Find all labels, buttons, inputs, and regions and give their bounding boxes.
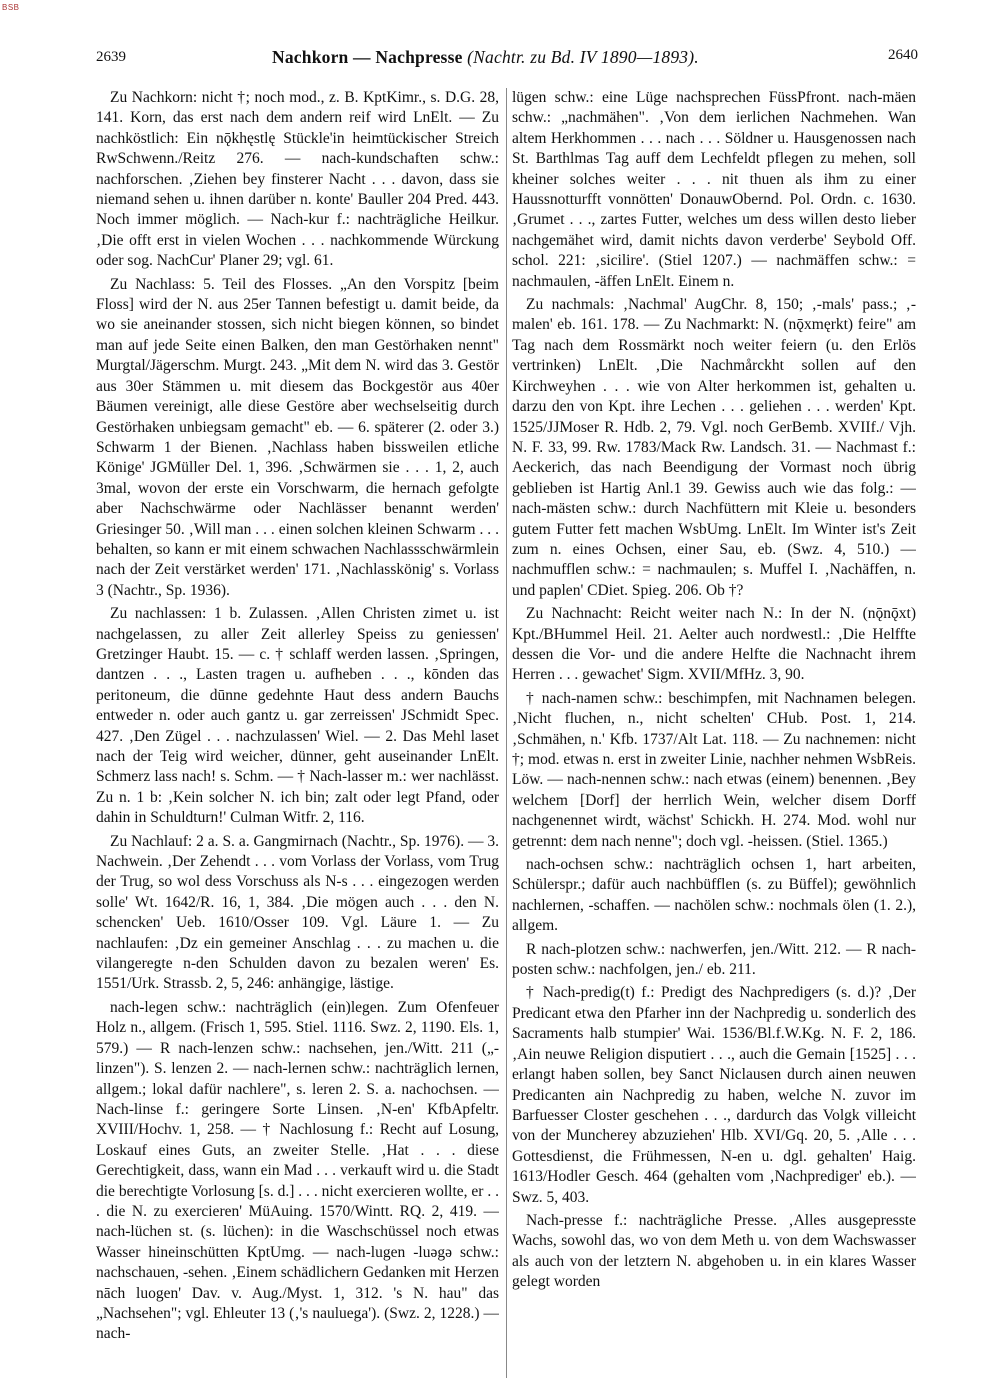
running-title [272,47,699,68]
entry-nachlegen: nach-legen schw.: nachträglich (ein)legen. Zum Ofenfeuer Holz n., allgem. (Frisch 1, 595. Stiel. 1116. Swz. 2, 1190. Els. 1, 579.) — R nach-lenzen schw.: nachsehen, jen./Witt. 211 („-linzen"). S. lenzen 2. — nach-lernen schw.: nachträglich lernen, allgem.; lokal dafür nachlere", s. leren 2. S. a. nachochsen. — Nach-linse f.: geringere Sorte Linsen. ‚N-en' KfbApfeltr. XVIII/Hochv. 1, 258. — † Nachlosung f.: Recht auf Losung, Loskauf eines Guts, an zweiter Stelle. ‚Hat . . . diese Gerechtigkeit, dass, wann ein Mad . . . verkauft wird u. die Stadt die berechtigte Vorlosung [s. d.] . . . nicht exercieren wollte, er . . . die N. zu exercieren' MüAuing. 1570/Wintt. RQ. 2, 419. — nach-lüchen st. (s. lüchen): in die Waschschüssel noch etwas Wasser hineinschütten KptUmg. — nach-lugen -luəgə schw.: nachschauen, -sehen. ‚Einem schädlichern Gedanken mit Herzen nāch luogen' Dav. v. Aug./Myst. 1, 312. 's N. hau" das „Nachsehen"; vgl. Ehleuter 13 (‚'s nauluega'). (Swz. 2, 1228.) — nach- [96,998,499,1343]
entry-nachkorn: Zu Nachkorn: nicht †; noch mod., z. B. KptKimr., s. D.G. 28, 141. Korn, das erst nach dem andern reif wird LnElt. — Zu nachköstlich: Ein nǭkhęstlę Stückle'in heimtückischer Streich RwSchwenn./Reitz 276. — nach-kundschaften schw.: nachforschen. ‚Ziehen bey finsterer Nacht . . . davon, dass sie niemand sehen u. ihnen darüber n. konte' Bauller 204 Pred. 443. Noch immer möglich. — Nach-kur f.: nachträgliche Heilkur. ‚Die offt erst in vielen Wochen . . . nachkommende Würckung oder sog. NachCur' Planer 29; vgl. 61. [96,89,499,270]
entry-nachmaen: lügen schw.: eine Lüge nachsprechen FüssPfront. nach-mäen schw.: „nachmähen". ‚Von dem ierlichen Nachmehen. Wan altem Herkhommen . . . nach . . . Söldner u. Hausgenossen nach St. Barthlmas Tag auff dem Lechfeldt pflegen zu mehen, soll kheiner solches weiter . . . nit thuen als ihm zu einer Haussnotturfft vonnötten' DonauwObernd. Pol. Ordn. c. 1630. ‚Grumet . . ., zartes Futter, welches um dess willen desto lieber nachgemähet wird, damit nichts davon verderbe' Seybold Off. schol. 221: ‚sicilire'. (Stiel 1207.) — nachmäffen schw.: = nachmaulen, -äffen LnElt. Einem n. [512,89,916,290]
entry-nachpredigt: † Nach-predig(t) f.: Predigt des Nachpredigers (s. d.)? ‚Der Predicant etwa den Pfarher inn der Nachpredig u. sonderlich des Sacraments halb stumpier' Wai. 1536/Bl.f.W.Kg. N. F. 2, 186. ‚Ain neuwe Religion disputiert . . ., auch die Gemain [1525] . . . erlangt haben sollen, bey Sanct Niclausen durch ainen neuwen Predicanten ain Nachpredig zu haben, welche N. zuvor im Barfuesser Closter geschehen . . ., dardurch das Volgk villeicht von der Muncherey abzuziehen' Hlb. XVI/Gq. 20, 5. ‚Alle . . . Gottesdienst, die Frühmessen, N-en u. dgl. gehalten' Haig. 1613/Hodler Gesch. 464 (gehalten vom ‚Nachprediger' eb.). — Swz. 5, 403. [512,984,916,1206]
entry-nachpresse: Nach-presse f.: nachträgliche Presse. ‚Alles ausgepresste Wachs, sowohl das, wo von dem Meth u. von dem Wachswasser als auch von der letztern N. abgehoben u. in ein klares Wasser gelegt worden [512,1211,916,1291]
entry-nachlassen: Zu nachlassen: 1 b. Zulassen. ‚Allen Christen zimet u. ist nachgelassen, zu aller Zeit allerley Speiss zu geniessen' Gretzinger Haubt. 15. — c. † schlaff werden lassen. ‚Springen, dantzen . . ., Lasten tragen u. aufheben . . ., kōnden das peritoneum, die dūnne gedehnte Haut dess andern Bauchs entweder n. oder auch gantz u. gar zerreissen' JSchmidt Spec. 427. ‚Den Zügel . . . nachzulassen' Wiel. — 2. Das Mehl laset nach der Teig wird weicher, dünner, geht auseinander LnElt. Schmerz lass nach! s. Schm. — † Nach-lasser m.: wer nachlässt. Zu n. 1 b: ‚Kein solcher N. ich bin; zalt oder legt Pfand, oder dahin in Schuldturn!' Culman Witfr. 2, 116. [96,605,499,827]
entry-nachlass: Zu Nachlass: 5. Teil des Flosses. „An den Vorspitz [beim Floss] wird der N. aus 25er Tannen befestigt u. damit beide, da wo sie aneinander stossen, sich nicht biegen können, so bindet man auf jede Seite einen Balken, den man Gestörhaken nennt" Murgtal/Jägerschm. Murgt. 243. „Mit dem N. wird das 3. Gestör aus 30er Stämmen u. mit diesem das Bockgestör aus 40er Bäumen vereinigt, alle diese Gestöre aber wechselseitig durch Gestörhaken unbiegsam gemacht" eb. — 6. späterer (2. oder 3.) Schwarm 1 der Bienen. ‚Nachlass haben bissweilen etliche Könige' JGMüller Del. 1, 396. ‚Schwärmen sie . . . 1, 2, auch 3mal, wovon der erste ein Vorschwarm, die hernach gefolgte aber Nachschwärme oder Nachlässer benannt werden' Griesinger 50. ‚Will man . . . einen solchen kleinen Schwarm . . . behalten, so kann er mit einem schwachen Nachlassschwärmlein nach der Zeit verstärket werden' 171. ‚Nachlasskönig' s. Vorlass 3 (Nachtr., Sp. 1936). [96,275,499,599]
column-right [512,88,916,1378]
running-title-main: Nachkorn — Nachpresse [272,47,463,67]
library-logo: BSB [2,3,20,12]
entry-nachlauf: Zu Nachlauf: 2 a. S. a. Gangmirnach (Nachtr., Sp. 1976). — 3. Nachwein. ‚Der Zehendt . . . vom Vorlass der Vorlass, vom Trug der Trug, so wol dess Vorschuss als N-s . . . eingezogen werden solle' Wt. 1642/R. 16, 1, 384. ‚Die mögen auch . . . den N. schencken' Ueb. 1610/Osser 109. Vgl. Läure 1. — Zu nachlaufen: ‚Dz ein gemeiner Anschlag . . . zu machen u. die vilangeregte n-den Schulden davon zu bezalen weren' Es. 1551/Urk. Strassb. 2, 5, 246: anhängige, lästige. [96,832,499,993]
entry-nachochsen: nach-ochsen schw.: nachträglich ochsen 1, hart arbeiten, Schülerspr.; dafür auch nachbüfflen (s. zu Büffel); gewöhnlich nachlernen, -schaffen. — nachölen schw.: nochmals ölen (1. 2.), allgem. [512,856,916,935]
entry-nachnacht: Zu Nachnacht: Reicht weiter nach N.: In der N. (nǭnǭxt) Kpt./BHummel Heil. 21. Aelter auch nordwestl.: ‚Die Helffte dessen die Vor- und die andere Helfte die Nachnacht ihrem Herren . . . gewachet' Sigm. XVII/MfHz. 3, 90. [512,605,916,684]
entry-nachmals: Zu nachmals: ‚Nachmal' AugChr. 8, 150; ‚-mals' pass.; ‚-malen' eb. 161. 178. — Zu Nachmarkt: N. (nǭxmęrkt) feire" am Tag nach dem Rossmärkt noch weiter feiern (u. den Erlös vertrinken) LnElt. ‚Die Nachmårckht sollen auf den Kirchweyhen . . . wie von Alter herkommen ist, gehalten u. darzu den von Kpt. ihre Lechen . . . geliehen . . . werden' Kpt. 1525/JJMoser R. Hdb. 2, 79. Vgl. noch GerBemb. XVIIf./ Vjh. N. F. 33, 99. Rw. 1783/Mack Rw. Landsch. 31. — Nachmast f.: Aeckerich, das nach Beendigung der Vormast noch übrig geblieben ist Hartig Anl.1 39. Gewiss auch wie das folg.: — nach-mästen schw.: durch Nachfüttern mit Kleie u. besonders gutem Futter fett machen WsbUmg. LnElt. Im Winter ist's Zeit zum n. eines Ochsen, einer Sau, eb. (Swz. 4, 510.) — nachmufflen schw.: = nachmaulen; s. Muffel I. ‚Nachäffen, n. und paplen' CDiet. Spieg. 206. Ob †? [512,296,916,599]
page-number-left: 2639 [96,49,126,65]
column-left [96,88,499,1378]
page-header [0,47,1000,71]
entry-nachnamen: † nach-namen schw.: beschimpfen, mit Nachnamen belegen. ‚Nicht fluchen, n., nicht schelten' CHub. Post. 1, 214. ‚Schmähen, n.' Kfb. 1737/Alt Lat. 118. — Zu nachnemen: nicht †; mod. etwas n. erst in zweiter Linie, nachher nehmen WsbReis. Löw. — nach-nennen schw.: nach etwas (einem) benennen. ‚Bey welchem [Dorf] der herrlich Wein, welcher disem Dorff nachgenennet wirdt, wächst' Schickh. H. 274. Mod. wohl nur getrennt: dem nach nenne"; doch vgl. -heissen. (Stiel. 1365.) [512,689,916,850]
running-title-note: (Nachtr. zu Bd. IV 1890—1893). [467,47,699,67]
column-divider [506,88,507,1378]
page-number-right: 2640 [888,47,918,63]
entry-nachplotzen: R nach-plotzen schw.: nachwerfen, jen./Witt. 212. — R nach-posten schw.: nachfolgen, jen./ eb. 211. [512,940,916,979]
